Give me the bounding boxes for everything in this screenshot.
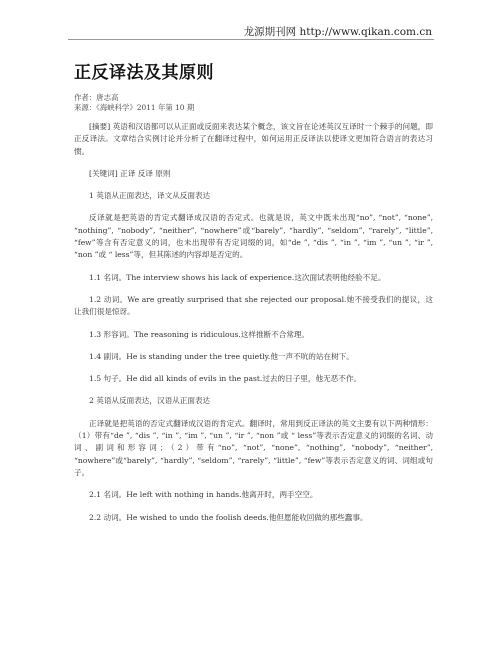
- section2-intro-paragraph: 正译就是把英语的否定式翻译成汉语的肯定式。翻译时，常用到反正译法的英文主要有以下两种情形：（1）带有“de ”, “dis ”, “in ”, “im ”, “un ”, “ir ”, “non ”或 “ less”等表示否定意义的词缀的名词、动词、副词和形容词；（2）带有“no”, “not”, “none”, “nothing”, “nobody”, “neither”, “nowhere”或“barely”, “hardly”, “seldom”, “rarely”, “little”, “few”等表示否定意义的词、词组或句子。: [74, 418, 433, 477]
- section-heading-2: 2 英语从反面表达，汉语从正面表达: [89, 396, 211, 406]
- author-line: 作者：唐志高: [74, 93, 119, 102]
- site-header-link[interactable]: 龙源期刊网 http://www.qikan.com.cn: [243, 26, 432, 38]
- abstract-paragraph: [摘要] 英语和汉语都可以从正面或反面来表达某个概念，该文旨在论述英汉互译时一个棘手的问题，即正反译法。文章结合实例讨论并分析了在翻译过程中，如何运用正反译法以使译文更加符合语言的表达习惯。: [74, 122, 433, 156]
- article-title: 正反译法及其原则: [74, 63, 214, 83]
- example-2-2: 2.2 动词。He wished to undo the foolish deeds.他但愿能收回做的那些蠢事。: [89, 512, 368, 522]
- header-divider: [68, 39, 434, 40]
- keywords-paragraph: [关键词] 正译 反译 原则: [89, 168, 171, 178]
- example-1-5: 1.5 句子。He did all kinds of evils in the past.过去的日子里，他无恶不作。: [89, 374, 362, 384]
- section-heading-1: 1 英语从正面表达，译文从反面表达: [89, 191, 211, 201]
- example-1-4: 1.4 副词。He is standing under the tree quietly.他一声不吭的站在树下。: [89, 351, 354, 361]
- section1-intro-paragraph: 反译就是把英语的肯定式翻译成汉语的否定式。也就是说，英文中既未出现“no”, “not”, “none”, “nothing”, “nobody”, “neither”, “nowhere”或“barely”, “hardly”, “seldom”, “rarely”, “little”, “few”等含有否定意义的词，也未出现带有否定词缀的词，如“de ”, “dis ”, “in ”, “im ”, “un ”, “ir ”, “non ”或 “ less”等，但其陈述的内容却是否定的。: [74, 213, 433, 260]
- example-1-2: 1.2 动词。We are greatly surprised that she rejected our proposal.她不接受我们的提议，这让我们很是惊讶。: [74, 294, 433, 317]
- source-line: 来源：《海峡科学》2011 年第 10 期: [74, 103, 195, 112]
- example-2-1: 2.1 名词。He left with nothing in hands.他离开时，两手空空。: [89, 490, 318, 500]
- example-1-3: 1.3 形容词。The reasoning is ridiculous.这样推断不合常理。: [89, 329, 310, 339]
- example-1-1: 1.1 名词。The interview shows his lack of experience.这次面试表明他经验不足。: [89, 272, 386, 282]
- article-body: [74, 58, 433, 524]
